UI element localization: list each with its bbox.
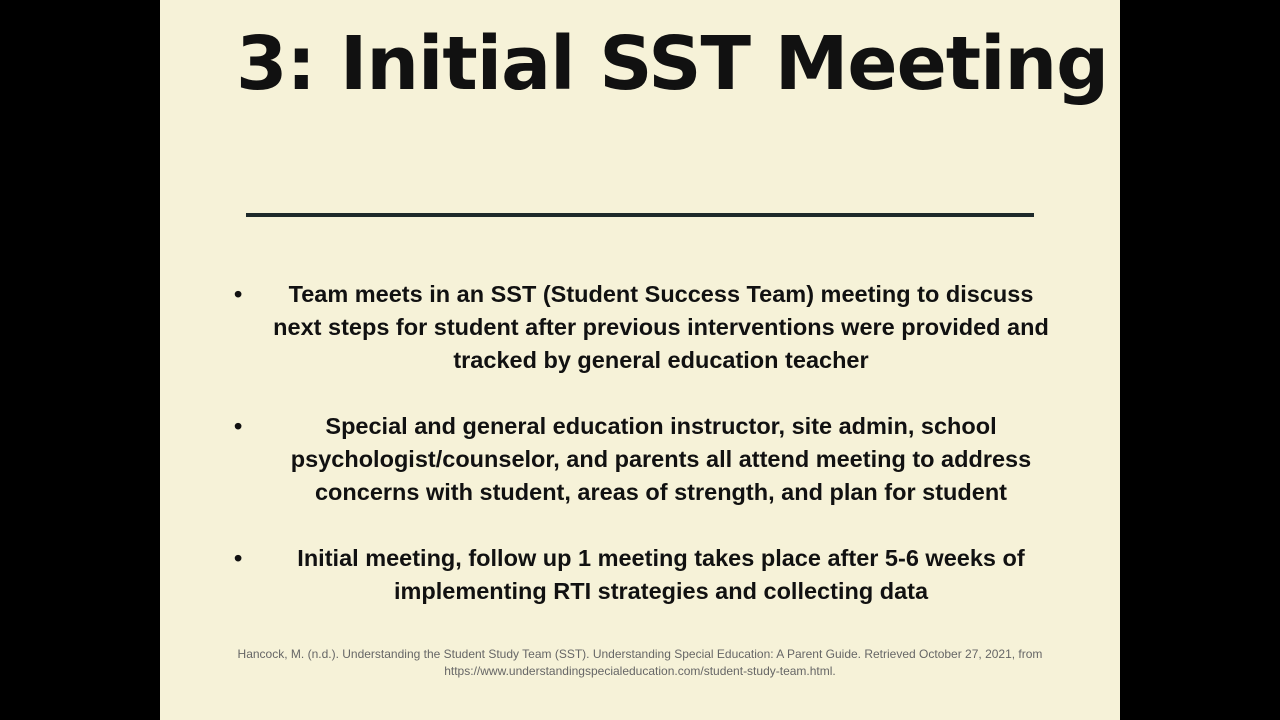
bullet-item-follow-up bbox=[230, 542, 1060, 608]
bullet-item-attendees bbox=[230, 410, 1060, 509]
bullet-text: Team meets in an SST (Student Success Team) meeting to discuss next steps for student after previous interventions were provided and tracked by general education teacher bbox=[273, 281, 1049, 373]
bullet-item-team-meets bbox=[230, 278, 1060, 377]
slide-title: 3: Initial SST Meeting bbox=[236, 21, 1109, 107]
slide bbox=[160, 0, 1120, 720]
bullet-dot: • bbox=[234, 413, 243, 439]
title-divider bbox=[246, 213, 1034, 217]
bullet-text: Initial meeting, follow up 1 meeting takes place after 5-6 weeks of implementing RTI strategies and collecting data bbox=[297, 545, 1025, 604]
bullet-text: Special and general education instructor, site admin, school psychologist/counselor, and parents all attend meeting to address concerns with student, areas of strength, and plan for student bbox=[290, 413, 1032, 505]
bullet-dot: • bbox=[234, 545, 243, 571]
citation-url: https://www.understandingspecialeducation.com/student-study-team.html. bbox=[444, 664, 836, 678]
citation-line-1: Hancock, M. (n.d.). Understanding the Student Study Team (SST). Understanding Special Education: A Parent Guide. Retrieved October 27, 2021, from bbox=[237, 647, 1043, 661]
bullet-dot: • bbox=[234, 281, 243, 307]
bullet-list bbox=[230, 278, 1060, 641]
citation bbox=[200, 646, 1080, 680]
